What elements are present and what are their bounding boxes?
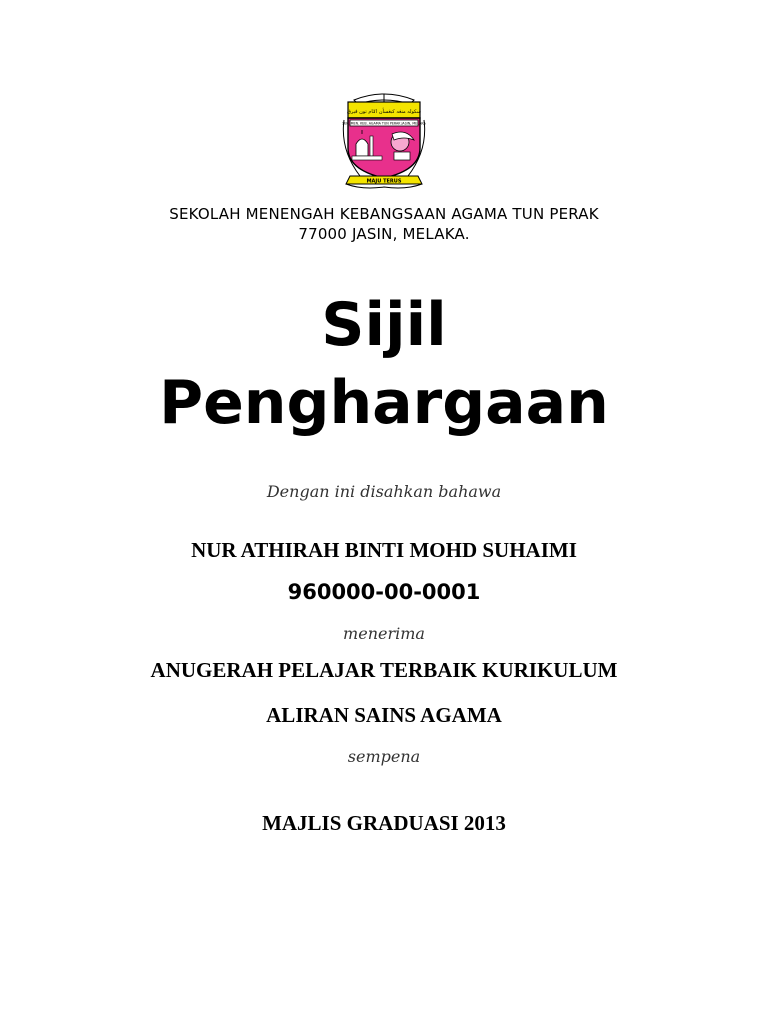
school-crest-logo <box>340 90 428 192</box>
certificate-title <box>0 286 768 442</box>
crest-motto: MAJU TERUS <box>366 178 402 185</box>
award-line-2: ALIRAN SAINS AGAMA <box>266 703 502 727</box>
occasion-text: sempena <box>347 747 421 766</box>
title-line-1: Sijil <box>321 290 447 360</box>
title-line-2: Penghargaan <box>159 368 609 438</box>
school-address: 77000 JASIN, MELAKA. <box>298 225 470 243</box>
event-name: MAJLIS GRADUASI 2013 <box>262 811 506 835</box>
school-name: SEKOLAH MENENGAH KEBANGSAAN AGAMA TUN PERAK <box>169 205 599 223</box>
recipient-name: NUR ATHIRAH BINTI MOHD SUHAIMI <box>191 538 577 562</box>
school-header <box>0 204 768 244</box>
crest-top-script: سکوله منڠه کبڠسأن اݢام تون ڤيرق <box>346 109 422 115</box>
receives-text: menerima <box>343 624 425 643</box>
recipient-ic: 960000-00-0001 <box>287 580 481 604</box>
award-line-1: ANUGERAH PELAJAR TERBAIK KURIKULUM <box>150 658 618 682</box>
certify-text: Dengan ini disahkan bahawa <box>266 482 502 501</box>
crest-ribbon-text: SEK. MEN. KEB. AGAMA TUN PERAK JASIN, MELAKA <box>342 121 426 126</box>
